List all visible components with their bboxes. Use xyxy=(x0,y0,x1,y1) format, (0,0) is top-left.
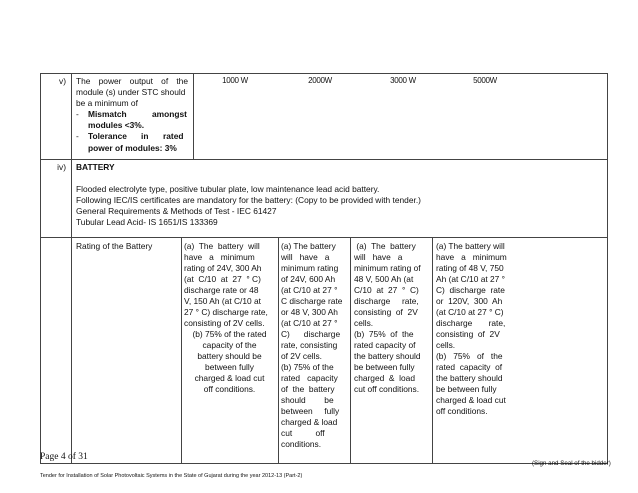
watt-3000: 3000 W xyxy=(390,76,416,85)
rating-line: (b) 75% of the xyxy=(281,362,334,372)
col-divider-2 xyxy=(350,237,351,464)
rating-line: be between fully xyxy=(436,384,497,394)
battery-line-2: Following IEC/IS certificates are mandatory for the battery: (Copy to be provided with tender.) xyxy=(76,195,421,205)
rating-line: the battery should xyxy=(354,351,421,361)
rating-line: minimum rating of xyxy=(354,263,421,273)
battery-title: BATTERY xyxy=(76,162,115,172)
rating-line: charged & load xyxy=(281,417,338,427)
tolerance-in: in xyxy=(141,131,149,141)
rating-line: consisting of 2V xyxy=(436,329,500,339)
rating-line: C/10 at 27 ° C) xyxy=(354,285,419,295)
rating-line: capacity of the xyxy=(202,340,257,350)
mismatch-label: Mismatch xyxy=(88,109,127,119)
watt-5000: 5000W xyxy=(473,76,497,85)
rating-label: Rating of the Battery xyxy=(76,241,153,251)
row-v-desc-line-2: module (s) under STC should xyxy=(76,87,186,97)
rating-line: discharge rate, xyxy=(436,318,506,328)
tolerance-cont: power of modules: 3% xyxy=(88,143,177,153)
rating-line: (at C/10 at 27 ° xyxy=(281,285,338,295)
tender-title: Tender for Installation of Solar Photovoltaic Systems in the State of Gujarat during the year 2012-13 (Part-2) xyxy=(40,473,303,479)
rating-line: cut off xyxy=(281,428,325,438)
rating-line: rating of 48 V, 750 xyxy=(436,263,504,273)
tolerance-dash: - xyxy=(76,131,79,141)
rating-line: charged & load cut xyxy=(436,395,506,405)
rating-line: 27 ° C) discharge rate, xyxy=(184,307,268,317)
rating-line: discharge rate, xyxy=(354,296,419,306)
row-divider-iv-rating xyxy=(40,237,608,238)
col-divider-desc-rating xyxy=(181,237,182,464)
rating-line: (b) 75% of the rated xyxy=(192,329,267,339)
col-divider-3 xyxy=(432,237,433,464)
rating-line: should be xyxy=(281,395,334,405)
col-divider-1 xyxy=(278,237,279,464)
rating-line: C) discharge rate xyxy=(436,285,505,295)
rating-line: of the battery xyxy=(281,384,335,394)
mismatch-cont: modules <3%. xyxy=(88,120,145,130)
rating-line: V, 150 Ah (at C/10 at xyxy=(184,296,261,306)
rating-line: between fully xyxy=(281,406,340,416)
table-border-top xyxy=(40,73,608,74)
tolerance-rated: rated xyxy=(163,131,184,141)
table-border-left xyxy=(40,73,41,464)
watt-2000: 2000W xyxy=(308,76,332,85)
rating-line: discharge rate or 48 xyxy=(184,285,259,295)
mismatch-dash: - xyxy=(76,109,79,119)
watt-1000: 1000 W xyxy=(222,76,248,85)
rating-line: (a) The battery xyxy=(281,241,336,251)
rating-line: charged & load cut xyxy=(194,373,265,383)
rating-line: rated capacity of xyxy=(354,340,416,350)
table-border-bottom xyxy=(40,463,608,464)
rating-line: consisting of 2V cells. xyxy=(184,318,265,328)
rating-line: (at C/10 at 27 ° C) xyxy=(184,274,261,284)
rating-line: (b) 75% of the xyxy=(436,351,503,361)
rating-line: or 48 V, 300 Ah xyxy=(281,307,338,317)
rating-line: between fully xyxy=(205,362,254,372)
col-divider-desc xyxy=(193,73,194,160)
rating-line: (a) The battery will xyxy=(436,241,505,251)
rating-line: have a minimum xyxy=(184,252,255,262)
battery-line-4: Tubular Lead Acid- IS 1651/IS 133369 xyxy=(76,217,218,227)
sign-seal-note: (Sign and Seal of the bidder) xyxy=(532,460,611,467)
rating-line: of 24V, 600 Ah xyxy=(281,274,336,284)
rating-line: off conditions. xyxy=(436,406,488,416)
rating-line: rating of 24V, 300 Ah xyxy=(184,263,262,273)
rating-line: rate, consisting xyxy=(281,340,338,350)
rating-line: or 120V, 300 Ah xyxy=(436,296,503,306)
row-v-number: v) xyxy=(59,76,66,86)
rating-line: cut off conditions. xyxy=(354,384,420,394)
rating-line: battery should be xyxy=(197,351,262,361)
rating-line: charged & load xyxy=(354,373,415,383)
rating-line: consisting of 2V xyxy=(354,307,418,317)
table-border-right xyxy=(607,73,608,464)
rating-line: C discharge rate xyxy=(281,296,343,306)
rating-line: (a) The battery xyxy=(354,241,416,251)
rating-line: be between fully xyxy=(354,362,415,372)
row-v-desc-line-3: be a minimum of xyxy=(76,98,138,108)
rating-line: will have a xyxy=(281,252,330,262)
rating-line: off conditions. xyxy=(203,384,256,394)
battery-line-1: Flooded electrolyte type, positive tubular plate, low maintenance lead acid battery. xyxy=(76,184,380,194)
col-divider-num xyxy=(71,73,72,464)
rating-line: have a minimum xyxy=(436,252,507,262)
rating-line: (at C/10 at 27 ° xyxy=(281,318,338,328)
rating-line: minimum rating xyxy=(281,263,339,273)
rating-line: cells. xyxy=(354,318,374,328)
rating-line: C) discharge xyxy=(281,329,341,339)
rating-line: will have a xyxy=(354,252,403,262)
rating-line: cells. xyxy=(436,340,456,350)
rating-line: (at C/10 at 27 ° C) xyxy=(436,307,504,317)
rating-line: 48 V, 500 Ah (at xyxy=(354,274,414,284)
rating-line: rated capacity of xyxy=(436,362,503,372)
row-divider-v-iv xyxy=(40,159,608,160)
rating-line: the battery should xyxy=(436,373,503,383)
row-v-desc-line-1: The power output of the xyxy=(76,76,188,86)
rating-line: rated capacity xyxy=(281,373,338,383)
rating-line: (b) 75% of the xyxy=(354,329,414,339)
rating-line: conditions. xyxy=(281,439,322,449)
tolerance-label: Tolerance xyxy=(88,131,127,141)
row-iv-number: iv) xyxy=(57,162,66,172)
page-number: Page 4 of 31 xyxy=(40,452,88,462)
rating-line: (a) The battery will xyxy=(184,241,260,251)
rating-line: of 2V cells. xyxy=(281,351,322,361)
mismatch-amongst: amongst xyxy=(152,109,187,119)
rating-line: Ah (at C/10 at 27 ° xyxy=(436,274,505,284)
battery-line-3: General Requirements & Methods of Test - IEC 61427 xyxy=(76,206,277,216)
